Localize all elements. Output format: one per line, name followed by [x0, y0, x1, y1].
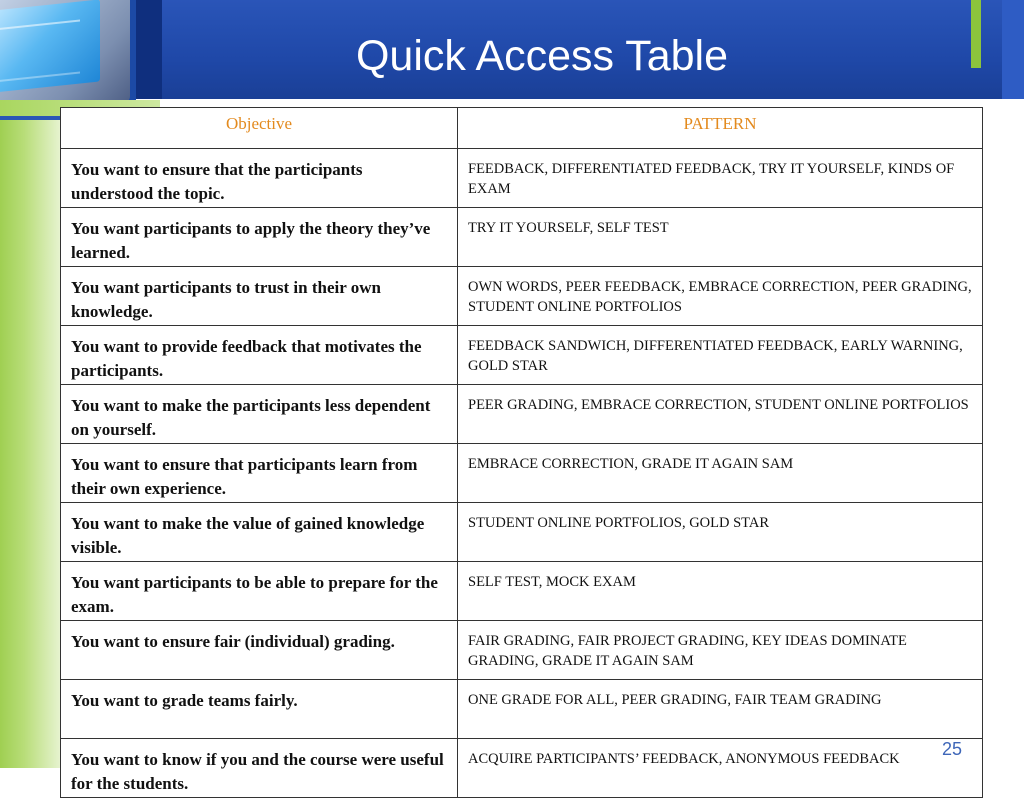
objective-text: You want to provide feedback that motivates the participants.: [71, 337, 422, 380]
table-row: [61, 385, 983, 444]
pattern-cell: [458, 739, 983, 798]
quick-access-table-wrap: [60, 107, 982, 798]
green-accent-bar: [971, 0, 981, 68]
pattern-cell: [458, 444, 983, 503]
table-row: [61, 149, 983, 208]
page-number: 25: [941, 739, 962, 759]
table-row: [61, 267, 983, 326]
pattern-cell: [458, 562, 983, 621]
pattern-cell: [458, 149, 983, 208]
objective-cell: [61, 385, 458, 444]
quick-access-table: [60, 107, 983, 798]
title-band-edge: [136, 0, 162, 99]
objective-cell: [61, 680, 458, 739]
pattern-text: PEER GRADING, EMBRACE CORRECTION, STUDENT ONLINE PORTFOLIOS: [468, 397, 969, 413]
pattern-cell: [458, 208, 983, 267]
objective-text: You want participants to be able to prepare for the exam.: [71, 573, 438, 616]
header-pattern: PATTERN: [458, 108, 983, 149]
green-side-band: [0, 120, 60, 768]
pattern-cell: [458, 326, 983, 385]
header-objective: Objective: [61, 108, 458, 149]
pattern-text: EMBRACE CORRECTION, GRADE IT AGAIN SAM: [468, 456, 794, 472]
table-row: [61, 208, 983, 267]
pattern-text: ONE GRADE FOR ALL, PEER GRADING, FAIR TEAM GRADING: [468, 692, 882, 708]
objective-cell: [61, 208, 458, 267]
objective-text: You want to ensure that participants learn from their own experience.: [71, 455, 418, 498]
objective-cell: [61, 444, 458, 503]
objective-cell: [61, 149, 458, 208]
blue-accent-bar: [1002, 0, 1024, 99]
objective-text: You want to grade teams fairly.: [71, 691, 298, 710]
pattern-text: ACQUIRE PARTICIPANTS’ FEEDBACK, ANONYMOUS FEEDBACK: [468, 751, 900, 767]
objective-text: You want to ensure that the participants understood the topic.: [71, 160, 363, 203]
pattern-text: FEEDBACK SANDWICH, DIFFERENTIATED FEEDBACK, EARLY WARNING, GOLD STAR: [468, 338, 963, 374]
slide-title: Quick Access Table: [355, 32, 729, 80]
objective-text: You want to make the participants less dependent on yourself.: [71, 396, 431, 439]
pattern-text: OWN WORDS, PEER FEEDBACK, EMBRACE CORRECTION, PEER GRADING, STUDENT ONLINE PORTFOLIOS: [468, 279, 972, 315]
pattern-cell: [458, 267, 983, 326]
objective-text: You want to know if you and the course were useful for the students.: [71, 750, 444, 793]
table-row: [61, 326, 983, 385]
pattern-cell: [458, 680, 983, 739]
objective-cell: [61, 562, 458, 621]
objective-cell: [61, 503, 458, 562]
objective-cell: [61, 267, 458, 326]
table-row: [61, 444, 983, 503]
table-header-row: [61, 108, 983, 149]
screen-lines: [0, 19, 80, 81]
pattern-cell: [458, 385, 983, 444]
pattern-text: SELF TEST, MOCK EXAM: [468, 574, 636, 590]
objective-text: You want participants to trust in their own knowledge.: [71, 278, 381, 321]
table-row: [61, 739, 983, 798]
table-row: [61, 503, 983, 562]
monitor-screen: [0, 0, 100, 93]
pattern-text: FAIR GRADING, FAIR PROJECT GRADING, KEY IDEAS DOMINATE GRADING, GRADE IT AGAIN SAM: [468, 633, 907, 669]
pattern-text: FEEDBACK, DIFFERENTIATED FEEDBACK, TRY IT YOURSELF, KINDS OF EXAM: [468, 161, 955, 197]
objective-text: You want to ensure fair (individual) grading.: [71, 632, 395, 651]
objective-text: You want to make the value of gained knowledge visible.: [71, 514, 425, 557]
pattern-cell: [458, 621, 983, 680]
pattern-text: TRY IT YOURSELF, SELF TEST: [468, 220, 669, 236]
objective-cell: [61, 739, 458, 798]
table-row: [61, 680, 983, 739]
objective-cell: [61, 326, 458, 385]
table-row: [61, 562, 983, 621]
pattern-cell: [458, 503, 983, 562]
table-row: [61, 621, 983, 680]
objective-cell: [61, 621, 458, 680]
objective-text: You want participants to apply the theory they’ve learned.: [71, 219, 431, 262]
pattern-text: STUDENT ONLINE PORTFOLIOS, GOLD STAR: [468, 515, 769, 531]
